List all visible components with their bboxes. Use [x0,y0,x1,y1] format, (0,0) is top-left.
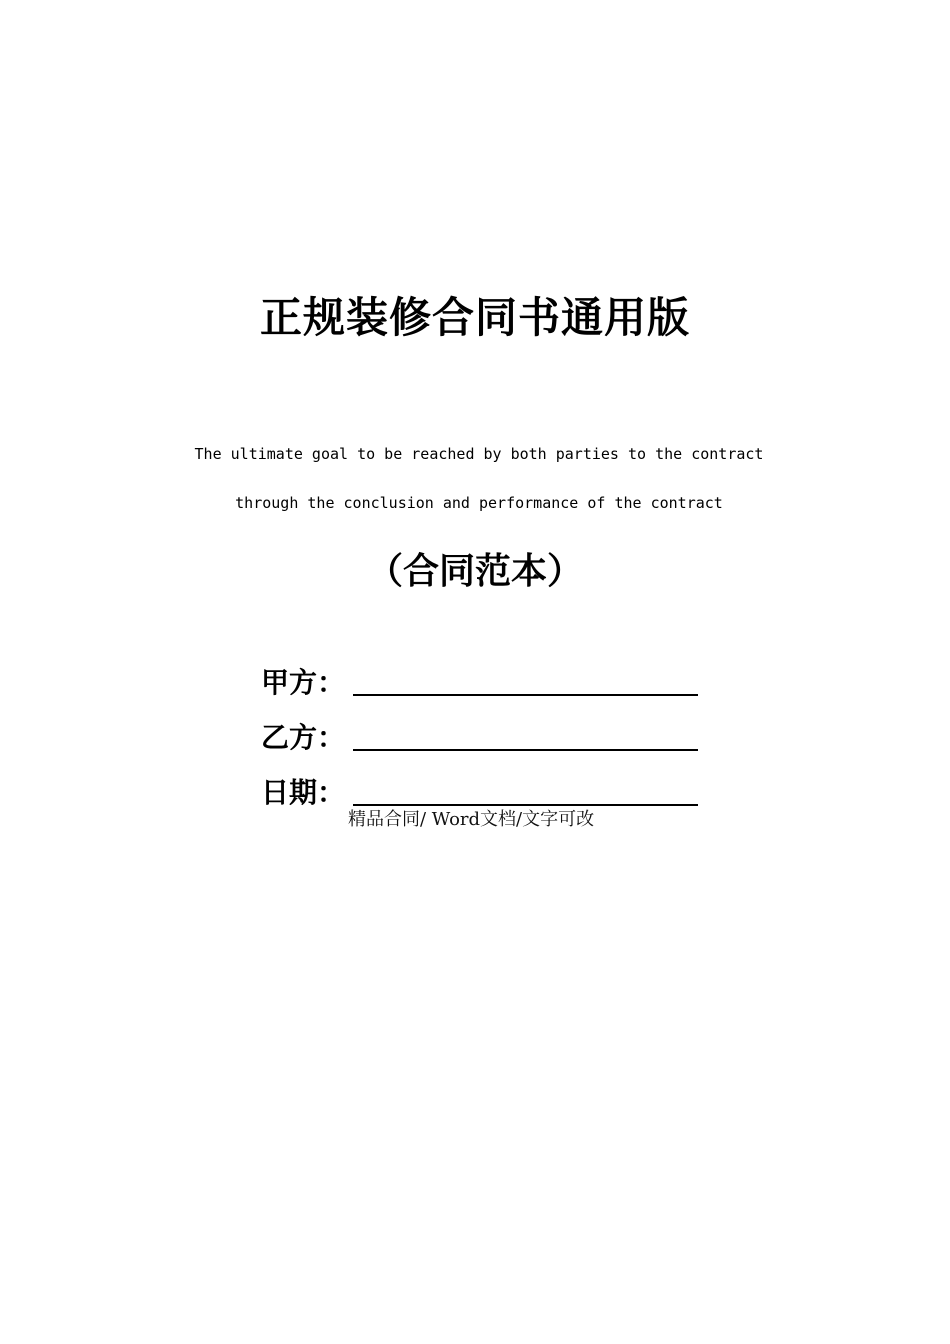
party-b-blank-line[interactable] [353,749,698,751]
footer-note: 精品合同/ Word文档/文字可改 [348,809,595,830]
date-blank-line[interactable] [353,804,698,806]
date-field [261,773,701,813]
document-title: 正规装修合同书通用版 [259,293,690,342]
party-a-blank-line[interactable] [353,694,698,696]
date-label: 日期： [261,776,346,809]
subtitle-line-2: through the conclusion and performance of the contract [235,494,723,512]
template-tag: （合同范本） [366,551,583,592]
party-b-field [261,718,701,758]
party-a-label: 甲方： [261,666,346,699]
subtitle-line-1: The ultimate goal to be reached by both parties to the contract [194,445,764,463]
party-b-label: 乙方： [261,721,346,754]
party-a-field [261,663,701,703]
